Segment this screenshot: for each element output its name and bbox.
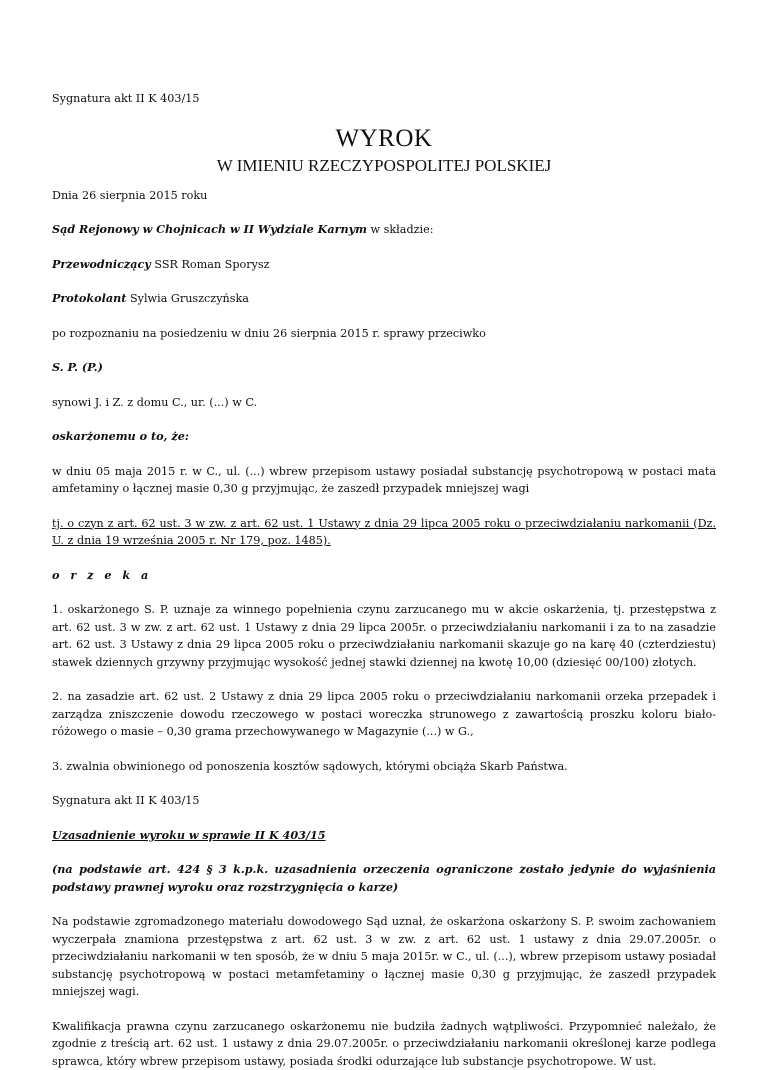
date-line: Dnia 26 sierpnia 2015 roku	[52, 187, 716, 205]
document-subtitle: W IMIENIU RZECZYPOSPOLITEJ POLSKIEJ	[52, 155, 716, 177]
charged-heading: oskarżonemu o to, że:	[52, 428, 716, 446]
document-title: WYROK	[52, 125, 716, 153]
chair-label: Przewodniczący	[52, 257, 151, 271]
ruling-item: 3. zwalnia obwinionego od ponoszenia kosztów sądowych, którymi obciąża Skarb Państwa.	[52, 758, 716, 776]
clerk-value: Sylwia Gruszczyńska	[126, 292, 249, 305]
rules-heading: o r z e k a	[52, 567, 716, 585]
clerk-label: Protokolant	[52, 291, 126, 305]
ruling-item: 2. na zasadzie art. 62 ust. 2 Ustawy z dnia 29 lipca 2005 roku o przeciwdziałaniu narkomanii orzeka przepadek i zarządza zniszczenie dowodu rzeczowego w postaci woreczka strunowego z zawartością proszku koloru biało-różowego o masie – 0,30 grama przechowywanego w Magazynie (...) w G.,	[52, 688, 716, 741]
charge-text: w dniu 05 maja 2015 r. w C., ul. (...) wbrew przepisom ustawy posiadał substancję psychotropową w postaci mata amfetaminy o łącznej masie 0,30 g przyjmując, że zaszedł przypadek mniejszej wagi	[52, 463, 716, 498]
chair-line	[52, 256, 716, 274]
reasoning-paragraph: Kwalifikacja prawna czynu zarzucanego oskarżonemu nie budziła żadnych wątpliwości. Przypomnieć należało, że zgodnie z treścią art. 62 ust. 1 ustawy z dnia 29.07.2005r. o przeciwdziałaniu narkomanii określonej karze podlega sprawca, który wbrew przepisom ustawy, posiada środki odurzające lub substancje psychotropowe. W ust.	[52, 1018, 716, 1070]
defendant-name: S. P. (P.)	[52, 359, 716, 377]
legal-basis: tj. o czyn z art. 62 ust. 3 w zw. z art. 62 ust. 1 Ustawy z dnia 29 lipca 2005 roku o przeciwdziałaniu narkomanii (Dz. U. z dnia 19 września 2005 r. Nr 179, poz. 1485).	[52, 515, 716, 550]
court-line	[52, 221, 716, 239]
reasoning-paragraph: Na podstawie zgromadzonego materiału dowodowego Sąd uznał, że oskarżona oskarżony S. P. swoim zachowaniem wyczerpała znamiona przestępstwa z art. 62 ust. 3 w zw. z art. 62 ust. 1 ustawy z dnia 29.07.2005r. o przeciwdziałaniu narkomanii w ten sposób, że w dniu 5 maja 2015r. w C., ul. (...), wbrew przepisom ustawy posiadał substancję psychotropową w postaci metamfetaminy o łącznej masie 0,30 g przyjmując, że zaszedł przypadek mniejszej wagi.	[52, 913, 716, 1001]
defendant-parents: synowi J. i Z. z domu C., ur. (...) w C.	[52, 394, 716, 412]
reasoning-note: (na podstawie art. 424 § 3 k.p.k. uzasadnienia orzeczenia ograniczone zostało jedynie do wyjaśnienia podstawy prawnej wyroku oraz rozstrzygnięcia o karze)	[52, 861, 716, 896]
reasoning-heading: Uzasadnienie wyroku w sprawie II K 403/15	[52, 827, 716, 845]
ruling-item: 1. oskarżonego S. P. uznaje za winnego popełnienia czynu zarzucanego mu w akcie oskarżenia, tj. przestępstwa z art. 62 ust. 3 w zw. z art. 62 ust. 1 Ustawy z dnia 29 lipca 2005r. o przeciwdziałaniu narkomanii i za to na zasadzie art. 62 ust. 3 Ustawy z dnia 29 lipca 2005 roku o przeciwdziałaniu narkomanii skazuje go na karę 40 (czterdziestu) stawek dziennych grzywny przyjmując wysokość jednej stawki dziennej na kwotę 10,00 (dziesięć 00/100) złotych.	[52, 601, 716, 671]
case-signature-top: Sygnatura akt II K 403/15	[52, 90, 716, 108]
clerk-line	[52, 290, 716, 308]
chair-value: SSR Roman Sporysz	[151, 258, 270, 271]
court-suffix: w składzie:	[367, 223, 434, 236]
hearing-line: po rozpoznaniu na posiedzeniu w dniu 26 sierpnia 2015 r. sprawy przeciwko	[52, 325, 716, 343]
court-name: Sąd Rejonowy w Chojnicach w II Wydziale Karnym	[52, 222, 367, 236]
case-signature-bottom: Sygnatura akt II K 403/15	[52, 792, 716, 810]
